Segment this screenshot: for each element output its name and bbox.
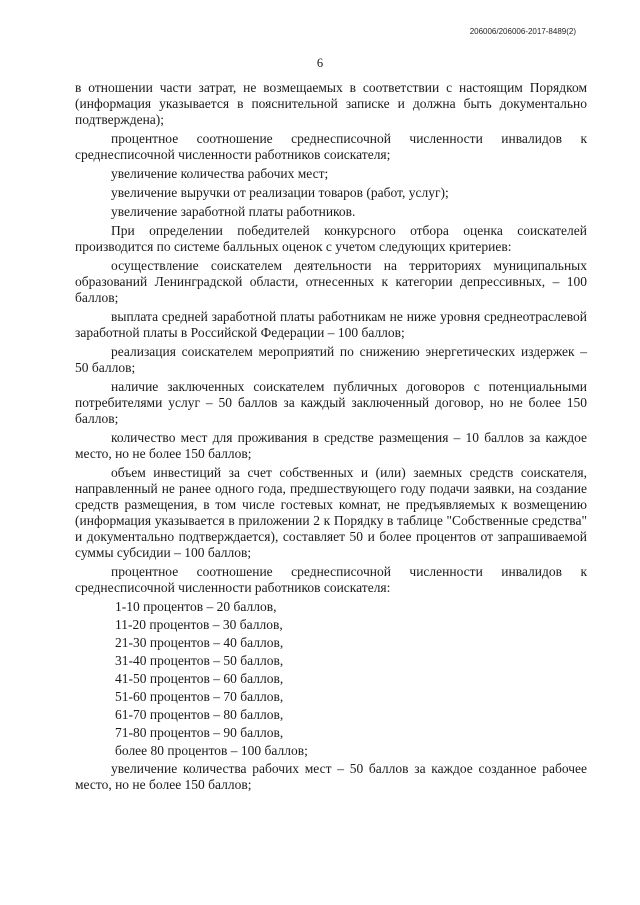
paragraph: наличие заключенных соискателем публичных договоров с потенциальными потребителями услуг – 50 баллов за каждый заключенный договор, но не более 150 баллов; — [75, 379, 587, 426]
paragraph: процентное соотношение среднесписочной численности инвалидов к среднесписочной численности работников соискателя: — [75, 564, 587, 595]
list-item: 41-50 процентов – 60 баллов, — [115, 671, 284, 686]
paragraph: процентное соотношение среднесписочной численности инвалидов к среднесписочной численности работников соискателя; — [75, 131, 587, 162]
list-item: 1-10 процентов – 20 баллов, — [115, 599, 277, 614]
paragraph: реализация соискателем мероприятий по снижению энергетических издержек – 50 баллов; — [75, 344, 587, 375]
list-item: 71-80 процентов – 90 баллов, — [115, 725, 284, 740]
page-number: 6 — [316, 56, 324, 70]
list-item: 11-20 процентов – 30 баллов, — [115, 617, 283, 632]
score-scale-list — [75, 599, 587, 759]
paragraph: При определении победителей конкурсного отбора оценка соискателей производится по системе балльных оценок с учетом следующих критериев: — [75, 223, 587, 254]
list-item: 31-40 процентов – 50 баллов, — [115, 653, 284, 668]
document-body — [75, 80, 587, 796]
paragraph: увеличение количества рабочих мест; — [111, 166, 329, 181]
paragraph: в отношении части затрат, не возмещаемых в соответствии с настоящим Порядком (информация указывается в пояснительной записке и должна быть документально подтверждена); — [75, 80, 587, 127]
paragraph: выплата средней заработной платы работникам не ниже уровня среднеотраслевой заработной платы в Российской Федерации – 100 баллов; — [75, 309, 587, 340]
list-item: 21-30 процентов – 40 баллов, — [115, 635, 284, 650]
document-id: 206006/206006-2017-8489(2) — [469, 27, 576, 36]
paragraph: объем инвестиций за счет собственных и (или) заемных средств соискателя, направленный не ранее одного года, предшествующего году подачи заявки, на создание средств размещения, в том числе гостевых комнат, не предъявляемых к возмещению (информация указывается в приложении 2 к Порядку в таблице "Собственные средства" и документально подтверждается), составляет 50 и более процентов от запрашиваемой суммы субсидии – 100 баллов; — [75, 465, 587, 560]
list-item: 51-60 процентов – 70 баллов, — [115, 689, 284, 704]
paragraph: увеличение выручки от реализации товаров (работ, услуг); — [111, 185, 449, 200]
paragraph: осуществление соискателем деятельности на территориях муниципальных образований Ленинградской области, отнесенных к категории депрессивных, – 100 баллов; — [75, 258, 587, 305]
paragraph: количество мест для проживания в средстве размещения – 10 баллов за каждое место, но не более 150 баллов; — [75, 430, 587, 461]
paragraph: увеличение заработной платы работников. — [111, 204, 356, 219]
list-item: 61-70 процентов – 80 баллов, — [115, 707, 284, 722]
list-item: более 80 процентов – 100 баллов; — [115, 743, 308, 758]
paragraph: увеличение количества рабочих мест – 50 баллов за каждое созданное рабочее место, но не более 150 баллов; — [75, 761, 587, 792]
